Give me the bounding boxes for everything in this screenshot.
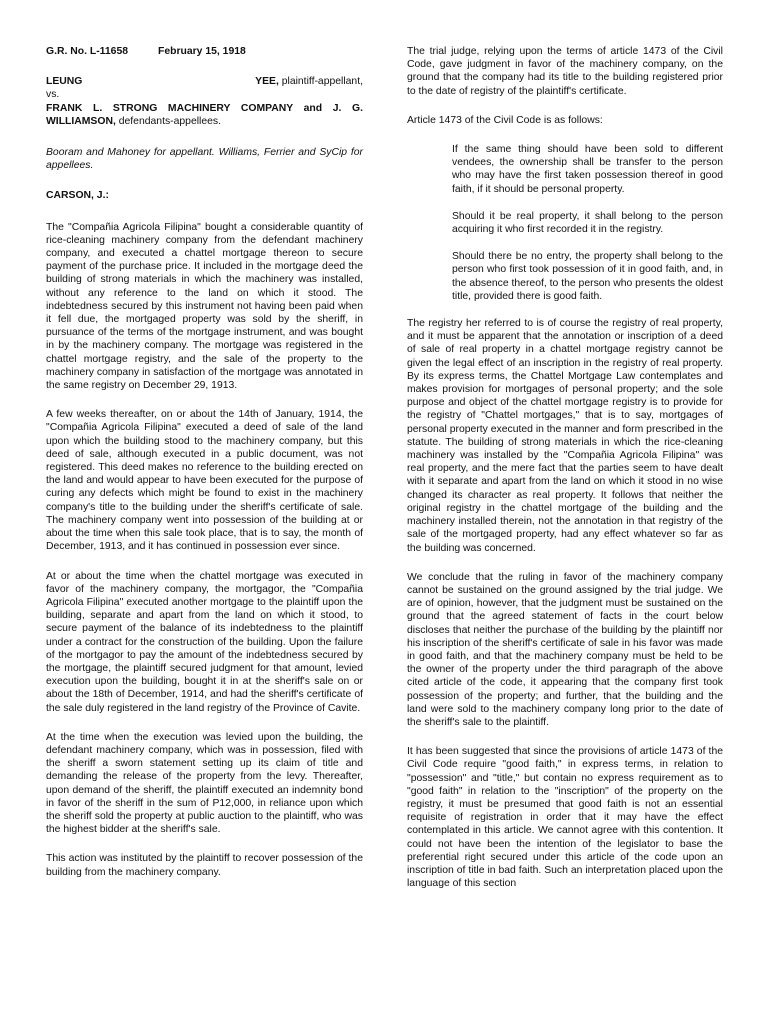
plaintiff-role: plaintiff-appellant, [278, 76, 363, 88]
case-date: February 15, 1918 [158, 46, 246, 57]
defendants-role: defendants-appellees. [115, 115, 221, 127]
left-paragraph-5: This action was instituted by the plaintiff to recover possession of the building from the machinery company. [46, 853, 363, 878]
counsel-line: Booram and Mahoney for appellant. Williams, Ferrier and SyCip for appellees. [46, 147, 363, 172]
right-column [407, 45, 723, 906]
plaintiff-name-last: YEE, [255, 76, 279, 88]
case-parties [46, 75, 363, 128]
left-paragraph-3: At or about the time when the chattel mortgage was executed in favor of the machinery company, the mortgagor, the "Compañia Agricola Filipina" executed another mortgage to the plaintiff upon the building, separate and apart from the land on which it stood, to secure payment of the balance of its indebtedness to the plaintiff under a contract for the construction of the building. Upon the failure of the mortgagor to pay the amount of the indebtedness secured by the mortgage, the plaintiff secured judgment for that amount, levied execution upon the building, bought it in at the sheriff's sale on or about the 18th of December, 1914, and had the sheriff's certificate of the sale duly registered in the land registry of the Province of Cavite. [46, 570, 363, 714]
right-paragraph-2: We conclude that the ruling in favor of the machinery company cannot be sustained on the ground assigned by the trial judge. We are of opinion, however, that the judgment must be sustained on the ground that the agreed statement of facts in the court below discloses that neither the purchase of the building by the plaintiff nor his inscription of the sheriff's certificate of sale in his favor was made in good faith, and that the machinery company must be held to be the owner of the property under the third paragraph of the above cited article of the code, it appearing that the company first took possession of the property; and further, that the building and the land were sold to the machinery company long prior to the date of the sheriff's sale to the plaintiff. [407, 571, 723, 728]
quote-paragraph-3: Should there be no entry, the property shall belong to the person who first took possession of it in good faith, and, in the absence thereof, to the person who presents the oldest title, provided there is good faith. [452, 251, 723, 302]
plaintiff-name-first: LEUNG [46, 76, 83, 88]
left-column [46, 45, 363, 895]
right-paragraph-1: The registry her referred to is of course the registry of real property, and it must be apparent that the annotation or inscription of a deed of sale of real property in a chattel mortgage registry cannot be given the legal effect of an inscription in the registry of real property. By its express terms, the Chattel Mortgage Law contemplates and makes provision for mortgages of personal property; and the sole purpose and object of the chattel mortgage registry is to provide for the registry of "Chattel mortgages," that is to say, mortgages of personal property executed in the manner and form prescribed in the statute. The building of strong materials in which the rice-cleaning machinery was installed by the "Compañia Agricola Filipina" was real property, and the mere fact that the parties seem to have dealt with it separate and apart from the land on which it stood in no wise changed its character as real property. It follows that neither the original registry in the chattel mortgage of the building and the machinery installed therein, not the annotation in that registry of the sale of the mortgaged property, had any effect whatever so far as the building was concerned. [407, 318, 723, 554]
right-paragraph-3: It has been suggested that since the provisions of article 1473 of the Civil Code require "good faith," in express terms, in relation to "possession" and "title," but contain no express requirement as to "good faith" in relation to the "inscription" of the property on the registry, it must be presumed that good faith is not an essential requisite of registration in order that it may have the effect contemplated in this article. We cannot agree with this contention. It could not have been the intention of the legislator to base the preferential right secured under this article of the code upon an inscription of title in bad faith. Such an interpretation placed upon the language of this section [407, 746, 723, 890]
plaintiff-line [46, 75, 363, 88]
case-number: G.R. No. L-11658 [46, 46, 128, 57]
article-quote [452, 143, 723, 303]
judge-name: CARSON, J.: [46, 190, 109, 202]
case-header [46, 45, 363, 58]
article-intro: Article 1473 of the Civil Code is as follows: [407, 114, 603, 126]
defendants-names: FRANK L. STRONG MACHINERY COMPANY and J. G. WILLIAMSON, [46, 102, 363, 127]
quote-paragraph-1: If the same thing should have been sold to different vendees, the ownership shall be transfer to the person who may have the first taken possession thereof in good faith, if it should be personal property. [452, 144, 723, 195]
defendants-line [46, 102, 363, 128]
quote-paragraph-2: Should it be real property, it shall belong to the person acquiring it who first recorded it in the registry. [452, 210, 723, 236]
versus: vs. [46, 89, 60, 101]
left-paragraph-1: The "Compañia Agricola Filipina" bought a considerable quantity of rice-cleaning machinery company from the defendant machinery company, and executed a chattel mortgage thereon to secure payment of the purchase price. It included in the mortgage deed the building of strong materials in which the machinery was installed, without any reference to the land on which it stood. The indebtedness secured by this instrument not having been paid when it fell due, the mortgaged property was sold by the sheriff, in pursuance of the terms of the mortgage instrument, and was bought in by the machinery company. The mortgage was registered in the chattel mortgage registry, and the sale of the property to the machinery company in satisfaction of the mortgage was annotated in the same registry on December 29, 1913. [46, 221, 363, 392]
left-paragraph-4: At the time when the execution was levied upon the building, the defendant machinery company, which was in possession, filed with the sheriff a sworn statement setting up its claim of title and demanding the release of the property from the levy. Thereafter, upon demand of the sheriff, the plaintiff executed an indemnity bond in favor of the sheriff in the sum of P12,000, in reliance upon which the sheriff sold the property at public auction to the plaintiff, who was the highest bidder at the sheriff's sale. [46, 731, 363, 836]
right-intro-paragraph: The trial judge, relying upon the terms of article 1473 of the Civil Code, gave judgment in favor of the machinery company, on the ground that the company had its title to the building registered prior to the date of registry of the plaintiff's certificate. [407, 46, 723, 97]
left-paragraph-2: A few weeks thereafter, on or about the 14th of January, 1914, the "Compañia Agricola Filipina" executed a deed of sale of the land upon which the building stood to the machinery company, but this deed of sale, although executed in a public document, was not registered. This deed makes no reference to the building erected on the land and would appear to have been executed for the purpose of curing any defects which might be found to exist in the machinery company's title to the building under the sheriff's certificate of sale. The machinery company went into possession of the building at or about the time when this sale took place, that is to say, the month of December, 1913, and it has continued in possession ever since. [46, 409, 363, 553]
